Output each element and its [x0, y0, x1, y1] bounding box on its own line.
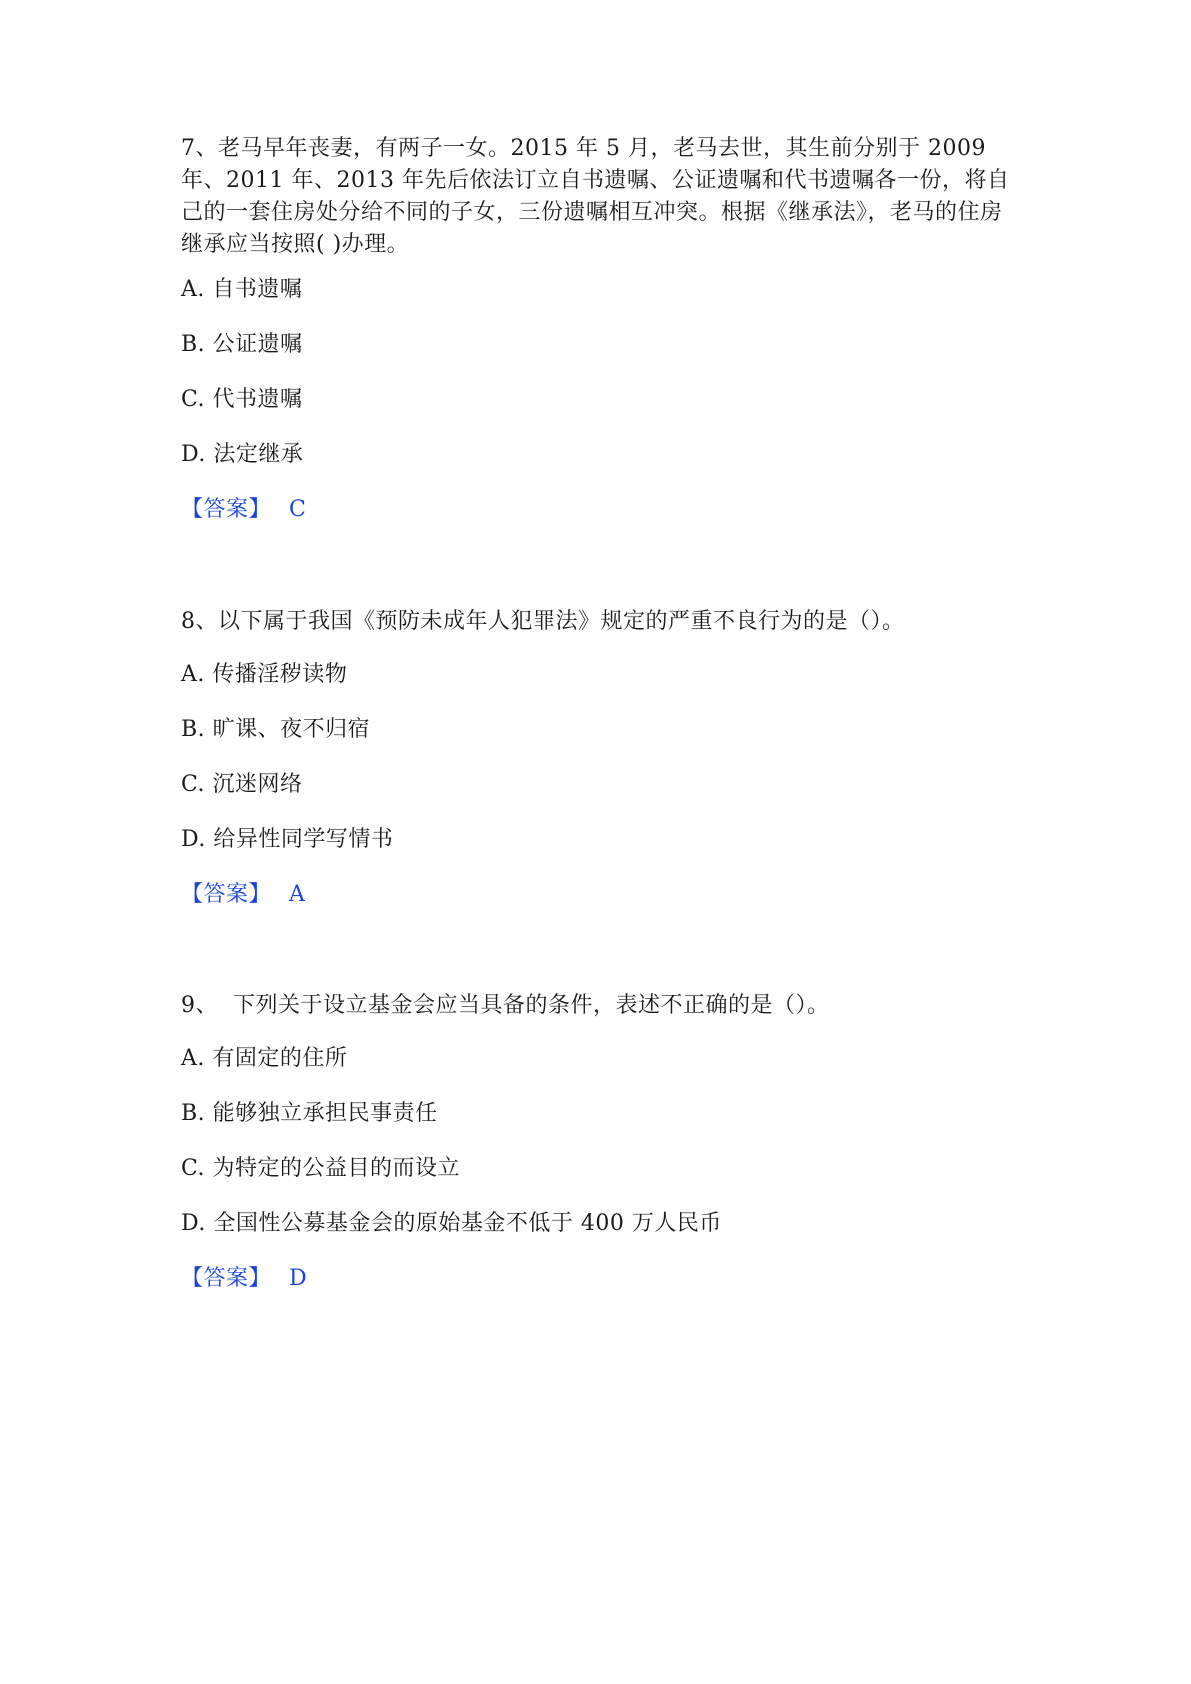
option-d: D. 法定继承 — [181, 442, 304, 467]
option-c: C. 代书遗嘱 — [181, 387, 303, 412]
option-b: B. 公证遗嘱 — [181, 332, 303, 357]
question-7 — [181, 133, 1021, 522]
question-9 — [181, 990, 1021, 1291]
answer-value: D — [289, 1266, 308, 1291]
question-stem: 7、老马早年丧妻，有两子一女。2015 年 5 月，老马去世，其生前分别于 2009 年、2011 年、2013 年先后依法订立自书遗嘱、公证遗嘱和代书遗嘱各一份，将自己的一套住房处分给不同的子女，三份遗嘱相互冲突。根据《继承法》，老马的住房继承应当按照( )办理。 — [181, 136, 1010, 257]
option-b: B. 能够独立承担民事责任 — [181, 1101, 438, 1126]
option-c: C. 为特定的公益目的而设立 — [181, 1156, 461, 1181]
option-d: D. 给异性同学写情书 — [181, 827, 394, 852]
answer-value: C — [289, 497, 307, 522]
option-a: A. 自书遗嘱 — [181, 277, 303, 302]
option-c: C. 沉迷网络 — [181, 772, 303, 797]
answer-label: 【答案】 — [181, 497, 272, 522]
option-a: A. 有固定的住所 — [181, 1046, 348, 1071]
answer-label: 【答案】 — [181, 882, 272, 907]
option-d: D. 全国性公募基金会的原始基金不低于 400 万人民币 — [181, 1211, 722, 1236]
answer-line — [181, 880, 305, 910]
answer-label: 【答案】 — [181, 1266, 272, 1291]
answer-value: A — [289, 882, 306, 907]
question-stem: 8、以下属于我国《预防未成年人犯罪法》规定的严重不良行为的是（）。 — [181, 609, 905, 634]
option-a: A. 传播淫秽读物 — [181, 662, 348, 687]
question-8 — [181, 606, 1021, 907]
option-b: B. 旷课、夜不归宿 — [181, 717, 371, 742]
answer-line — [181, 1264, 307, 1294]
answer-line — [181, 495, 306, 525]
question-stem: 9、 下列关于设立基金会应当具备的条件，表述不正确的是（）。 — [181, 993, 830, 1018]
